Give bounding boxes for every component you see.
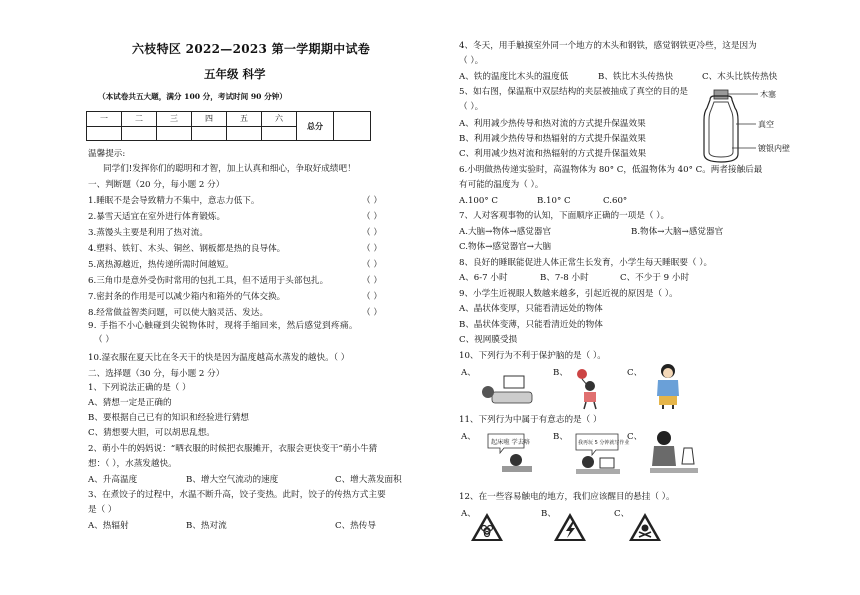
choice-q4-c[interactable]: C、木头比铁传热快: [702, 72, 778, 82]
choice-q5-line2: （ ）。: [459, 102, 484, 112]
child-body-shape: [584, 392, 596, 402]
choice-q3-c[interactable]: C、热传导: [335, 521, 376, 531]
section-2-title: 二、选择题（30 分，每小题 2 分）: [88, 369, 225, 379]
judge-item-4: 4.塑料、铁钉、木头、铜丝、钢板都是热的良导体。: [88, 244, 286, 254]
score-cell-3[interactable]: [157, 126, 192, 141]
judge-item-7: 7.密封条的作用是可以减少箱内和箱外的气体交换。: [88, 292, 286, 302]
q11-option-b-picture: [566, 432, 630, 476]
score-cell-1[interactable]: [87, 126, 122, 141]
flask-label-silver: 镀银内壁: [758, 144, 790, 153]
score-col-3: 三: [157, 112, 192, 127]
child-head-shape: [582, 456, 594, 468]
section-1-title: 一、判断题（20 分，每小题 2 分）: [88, 180, 225, 190]
choice-q8-a[interactable]: A、6-7 小时: [459, 273, 508, 283]
choice-q3-a[interactable]: A、热辐射: [88, 521, 129, 531]
judge-blank-7[interactable]: （ ）: [362, 292, 382, 302]
judge-blank-4[interactable]: （ ）: [362, 244, 382, 254]
tv-screen-shape: [504, 376, 524, 388]
choice-q9-b[interactable]: B、晶状体变薄，只能看清近处的物体: [459, 320, 603, 330]
score-cell-4[interactable]: [192, 126, 227, 141]
choice-q5-a[interactable]: A、利用减少热传导和热对流的方式提升保温效果: [459, 119, 646, 129]
flask-label-vacuum: 真空: [758, 120, 774, 129]
choice-q1-a[interactable]: A、猜想一定是正确的: [88, 398, 172, 408]
judge-item-8: 8.经常做益智类问题，可以使大脑灵活、发达。: [88, 308, 269, 318]
child-head-shape: [510, 454, 522, 466]
choice-q7-c[interactable]: C.物体→感觉器官→大脑: [459, 242, 552, 252]
q11-sign-1-text: 起床啦 学去咯: [491, 439, 531, 446]
bed-shape: [502, 466, 532, 472]
judge-blank-1[interactable]: （ ）: [362, 196, 382, 206]
exam-title: 六枝特区 2022—2023 第一学期期中试卷: [132, 42, 371, 56]
child-pants-shape: [659, 396, 677, 405]
q11-option-a-picture: [484, 432, 542, 474]
racket-shape: [577, 369, 587, 379]
score-cell-6[interactable]: [262, 126, 297, 141]
choice-q5-b[interactable]: B、利用减少热传导和热辐射的方式提升保温效果: [459, 134, 646, 144]
judge-item-5: 5.离热源越近，热传递所需时间越短。: [88, 260, 234, 270]
choice-q7-b[interactable]: B.物体→大脑→感觉器官: [631, 227, 724, 237]
choice-q12: 12、在一些容易触电的地方，我们应该醒目的悬挂（ ）。: [459, 492, 675, 502]
choice-q3-line2: 是（ ）: [88, 505, 117, 515]
score-cell-2[interactable]: [122, 126, 157, 141]
choice-q11-c[interactable]: C、: [627, 432, 643, 442]
choice-q6-a[interactable]: A.100° C: [459, 196, 498, 206]
flask-inner-wall: [709, 102, 733, 157]
choice-q6-c[interactable]: C.60°: [603, 196, 628, 206]
choice-q6-b[interactable]: B.10° C: [537, 196, 571, 206]
choice-q6-line1: 6.小明做热传递实验时，高温物体为 80° C，低温物体为 40° C。两者接触后最: [459, 165, 763, 175]
score-total-label: 总分: [297, 112, 334, 141]
score-col-6: 六: [262, 112, 297, 127]
choice-q10-c[interactable]: C、: [627, 368, 643, 378]
tip-title: 温馨提示:: [88, 149, 126, 159]
score-table: [86, 111, 371, 141]
choice-q10-b[interactable]: B、: [553, 368, 568, 378]
choice-q2-b[interactable]: B、增大空气流动的速度: [186, 475, 279, 485]
child-head-shape: [657, 431, 671, 445]
flask-label-cork: 木塞: [760, 90, 776, 99]
choice-q6-line2: 有可能的温度为（ ）。: [459, 180, 544, 190]
exam-note: （本试卷共五大题，满分 100 分，考试时间 90 分钟）: [98, 92, 287, 101]
choice-q9-c[interactable]: C、视网膜受损: [459, 335, 518, 345]
choice-q1: 1、下列说法正确的是（ ）: [88, 383, 191, 393]
q10-option-a-picture: [478, 370, 542, 408]
choice-q2-a[interactable]: A、升高温度: [88, 475, 138, 485]
choice-q12-c[interactable]: C、: [614, 509, 630, 519]
judge-blank-5[interactable]: （ ）: [362, 260, 382, 270]
choice-q12-a[interactable]: A、: [461, 509, 476, 519]
child-body-shape: [657, 380, 679, 396]
choice-q5-c[interactable]: C、利用减少热对流和热辐射的方式提升保温效果: [459, 149, 647, 159]
desk-shape: [576, 469, 620, 474]
choice-q2-c[interactable]: C、增大蒸发面积: [335, 475, 402, 485]
q10-option-c-picture: [648, 362, 688, 410]
desk-shape: [492, 392, 532, 403]
choice-q5-line1: 5、如右图，保温瓶中双层结构的夹层被抽成了真空的目的是: [459, 87, 688, 97]
choice-q8: 8、良好的睡眠能促进人体正常生长发育，小学生每天睡眠要（ ）。: [459, 258, 713, 268]
judge-item-6: 6.三角巾是意外受伤时常用的包扎工具，但不适用于头部包扎。: [88, 276, 329, 286]
choice-q8-c[interactable]: C、不少于 9 小时: [620, 273, 690, 283]
judge-item-2: 2.暴雪天适宜在室外进行体育锻炼。: [88, 212, 226, 222]
judge-item-9: 9. 手指不小心触碰到尖锐物体时，现将手缩回来，然后感觉到疼痛。: [88, 321, 358, 331]
choice-q2-line2: 想：（ ），水蒸发越快。: [88, 459, 177, 469]
choice-q12-b[interactable]: B、: [541, 509, 556, 519]
q11-sign-2-text: 我再玩 5 分钟就写作业: [578, 440, 630, 446]
exam-subtitle: 五年级 科学: [204, 67, 266, 81]
q11-option-c-picture: [646, 428, 700, 478]
choice-q1-c[interactable]: C、猜想要大胆，可以胡思乱想。: [88, 428, 215, 438]
choice-q2-line1: 2、萌小牛的妈妈说：“晒衣服的时候把衣服摊开，衣服会更快变干”萌小牛猜: [88, 444, 378, 454]
choice-q9: 9、小学生近视眼人数越来越多，引起近视的原因是（ ）。: [459, 289, 678, 299]
biohazard-warning-sign-icon: [470, 512, 504, 542]
electric-shock-warning-sign-icon: [553, 512, 587, 542]
choice-q11-a[interactable]: A、: [461, 432, 476, 442]
child-head-shape: [585, 381, 595, 391]
flask-cork-shape: [714, 90, 728, 99]
poison-warning-sign-icon: [628, 512, 662, 542]
score-cell-5[interactable]: [227, 126, 262, 141]
choice-q7: 7、人对客观事物的认知，下面顺序正确的一项是（ ）。: [459, 211, 670, 221]
score-col-4: 四: [192, 112, 227, 127]
score-col-5: 五: [227, 112, 262, 127]
tip-text: 同学们!发挥你们的聪明和才智，加上认真和细心，争取好成绩吧！: [103, 164, 356, 174]
choice-q8-b[interactable]: B、7-8 小时: [540, 273, 589, 283]
choice-q4-line1: 4、冬天，用手触摸室外同一个地方的木头和钢铁，感觉钢铁更冷些，这是因为: [459, 41, 757, 51]
choice-q4-a[interactable]: A、铁的温度比木头的温度低: [459, 72, 569, 82]
q10-option-b-picture: [566, 366, 606, 410]
choice-q3-b[interactable]: B、热对流: [186, 521, 227, 531]
judge-blank-6[interactable]: （ ）: [362, 276, 382, 286]
choice-q10: 10、下列行为不利于保护脑的是（ ）。: [459, 351, 606, 361]
judge-item-10: 10.湿衣服在夏天比在冬天干的快是因为温度越高水蒸发的越快。（ ）: [88, 353, 350, 363]
score-col-1: 一: [87, 112, 122, 127]
judge-item-3: 3.蒸馒头主要是利用了热对流。: [88, 228, 208, 238]
judge-blank-9[interactable]: （ ）: [94, 335, 114, 345]
child-head-shape: [482, 386, 494, 398]
choice-q11: 11、下列行为中属于有意志的是（ ）: [459, 415, 602, 425]
judge-blank-3[interactable]: （ ）: [362, 228, 382, 238]
thermos-flask-figure: [702, 88, 814, 166]
score-col-2: 二: [122, 112, 157, 127]
judge-item-1: 1.睡眠不是会导致精力不集中，意志力低下。: [88, 196, 260, 206]
child-body-shape: [652, 446, 676, 466]
choice-q4-b[interactable]: B、铁比木头传热快: [598, 72, 674, 82]
judge-blank-2[interactable]: （ ）: [362, 212, 382, 222]
choice-q7-a[interactable]: A.大脑→物体→感觉器官: [459, 227, 552, 237]
judge-blank-8[interactable]: （ ）: [362, 308, 382, 318]
beaker-shape: [682, 448, 694, 464]
choice-q11-b[interactable]: B、: [553, 432, 568, 442]
table-shape: [650, 468, 698, 473]
choice-q4-line2: （ ）。: [459, 56, 484, 66]
computer-screen-shape: [600, 458, 614, 468]
score-total-cell[interactable]: [334, 112, 371, 141]
choice-q1-b[interactable]: B、要根据自己已有的知识和经验进行猜想: [88, 413, 250, 423]
choice-q3-line1: 3、在煮饺子的过程中，水温不断升高，饺子变热。此时，饺子的传热方式主要: [88, 490, 386, 500]
choice-q9-a[interactable]: A、晶状体变厚，只能看清远处的物体: [459, 304, 603, 314]
choice-q10-a[interactable]: A、: [461, 368, 476, 378]
